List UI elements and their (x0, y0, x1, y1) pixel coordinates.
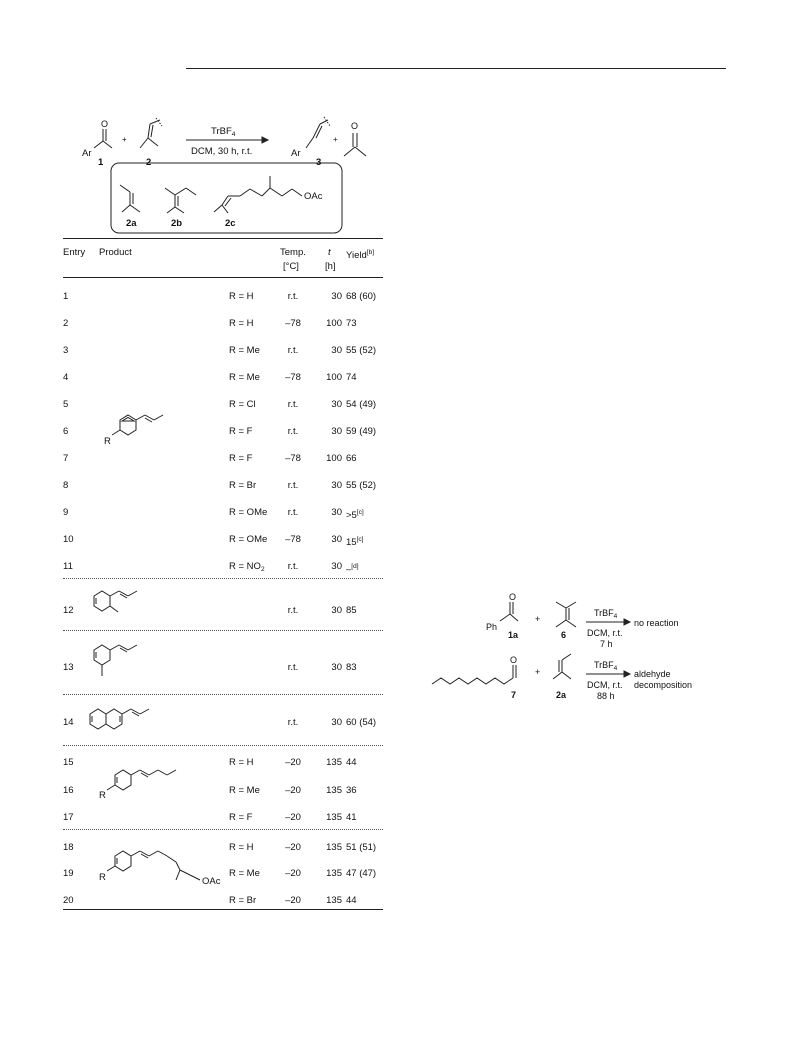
side-plus-2: + (535, 667, 541, 677)
box-label-2c: 2c (225, 218, 236, 229)
side-reagent-1: TrBF$_4$ (594, 608, 618, 620)
box-oac: OAc (304, 191, 323, 202)
table-cell-r: R = H (229, 757, 254, 768)
table-cell-yield: 54 (49) (346, 399, 377, 410)
structure-r-2: R (99, 790, 106, 801)
table-cell-r: R = Me (229, 785, 260, 796)
table-cell-r: R = Me (229, 868, 260, 879)
table-cell-temp: r.t. (287, 291, 299, 302)
table-cell-entry: 17 (63, 812, 74, 823)
table-cell-yield: 73 (346, 318, 357, 329)
table-cell-time: 30 (331, 480, 342, 491)
group-separator-2 (63, 630, 383, 631)
box-label-2a: 2a (126, 218, 137, 229)
table-cell-temp: r.t. (287, 717, 299, 728)
group-separator-5 (63, 829, 383, 830)
scheme-ar-left: Ar (82, 148, 92, 159)
table-cell-r: R = Me (229, 345, 260, 356)
table-cell-r: R = H (229, 318, 254, 329)
table-cell-temp: –20 (285, 895, 301, 906)
table-cell-temp: r.t. (287, 426, 299, 437)
structure-r-1: R (104, 436, 111, 447)
table-cell-r: R = F (229, 453, 253, 464)
table-cell-entry: 8 (63, 480, 69, 491)
table-cell-temp: –20 (285, 868, 301, 879)
table-cell-temp: –20 (285, 812, 301, 823)
table-cell-yield: 44 (346, 757, 357, 768)
side-label-2a: 2a (556, 690, 567, 700)
table-cell-entry: 7 (63, 453, 69, 464)
table-cell-entry: 6 (63, 426, 69, 437)
table-cell-temp: –20 (285, 842, 301, 853)
table-cell-yield: 36 (346, 785, 357, 796)
table-cell-temp: –20 (285, 785, 301, 796)
group-separator-4 (63, 745, 383, 746)
table-cell-temp: r.t. (287, 561, 299, 572)
header-temp-unit: [°C] (283, 261, 299, 272)
table-cell-entry: 11 (63, 561, 73, 572)
table-cell-r: R = Br (229, 895, 257, 906)
scheme-plus-1: + (122, 135, 127, 144)
side-label-7: 7 (511, 690, 517, 700)
side-result-2a: aldehyde (634, 669, 671, 679)
table-cell-temp: r.t. (287, 399, 299, 410)
side-cond-1b: 7 h (600, 639, 613, 649)
scheme-o-1: O (101, 119, 109, 129)
header-product: Product (99, 247, 132, 258)
table-cell-time: 30 (331, 345, 342, 356)
table-cell-entry: 19 (63, 868, 74, 879)
table-cell-r: R = H (229, 291, 254, 302)
table-cell-r: R = OMe (229, 507, 268, 518)
table-cell-yield: >5[c] (346, 509, 364, 521)
side-result-1: no reaction (634, 618, 679, 628)
table-cell-r: R = F (229, 812, 253, 823)
table-cell-time: 135 (326, 812, 342, 823)
table-cell-r: R = OMe (229, 534, 268, 545)
table-cell-yield: 83 (346, 662, 357, 673)
header-t: t (328, 247, 331, 258)
structure-oac: OAc (202, 876, 221, 887)
aryl-citronellyl-structure (107, 851, 200, 880)
alkene-2-structure (140, 118, 162, 148)
table-cell-entry: 15 (63, 757, 74, 768)
table-cell-entry: 9 (63, 507, 69, 518)
scheme-o-acetone: O (351, 121, 359, 131)
table-cell-temp: –20 (285, 757, 301, 768)
side-cond-2a: DCM, r.t. (587, 680, 623, 690)
table-cell-r: R = Br (229, 480, 257, 491)
acetone-structure (344, 133, 366, 156)
table-cell-r: R = Cl (229, 399, 256, 410)
group-separator-3 (63, 694, 383, 695)
table-cell-yield: –[d] (346, 563, 359, 575)
table-cell-temp: –78 (285, 453, 301, 464)
table-cell-temp: r.t. (287, 480, 299, 491)
table-cell-time: 30 (331, 662, 342, 673)
table-cell-entry: 20 (63, 895, 74, 906)
scheme-plus-2: + (333, 135, 338, 144)
side-o-2: O (510, 655, 518, 665)
table-cell-yield: 44 (346, 895, 357, 906)
table-cell-entry: 5 (63, 399, 69, 410)
table-cell-time: 30 (331, 534, 342, 545)
alkene-2b-structure (165, 188, 196, 213)
table-cell-entry: 16 (63, 785, 74, 796)
table-cell-entry: 12 (63, 605, 74, 616)
table-cell-entry: 2 (63, 318, 69, 329)
table-cell-time: 135 (326, 868, 342, 879)
aldehyde-1-structure (94, 129, 112, 148)
table-cell-temp: r.t. (287, 662, 299, 673)
table-cell-yield: 66 (346, 453, 357, 464)
table-cell-yield: 51 (51) (346, 842, 377, 853)
table-cell-time: 100 (326, 453, 342, 464)
table-cell-yield: 41 (346, 812, 357, 823)
scheme-conditions: DCM, 30 h, r.t. (191, 146, 253, 157)
table-cell-time: 30 (331, 291, 342, 302)
header-entry: Entry (63, 247, 86, 258)
scheme-label-1: 1 (98, 157, 104, 168)
table-cell-time: 30 (331, 426, 342, 437)
table-cell-temp: –78 (285, 534, 301, 545)
table-cell-yield: 60 (54) (346, 717, 377, 728)
naphthyl-structure (90, 709, 149, 729)
table-cell-entry: 3 (63, 345, 69, 356)
box-label-2b: 2b (171, 218, 183, 229)
table-cell-entry: 10 (63, 534, 74, 545)
table-cell-time: 135 (326, 785, 342, 796)
side-plus-1: + (535, 614, 541, 624)
table-cell-temp: r.t. (287, 507, 299, 518)
scheme-ar-right: Ar (291, 148, 301, 159)
table-cell-yield: 68 (60) (346, 291, 377, 302)
table-cell-time: 135 (326, 842, 342, 853)
table-cell-time: 30 (331, 507, 342, 518)
table-cell-entry: 4 (63, 372, 69, 383)
group-separator-1 (63, 578, 383, 579)
table-cell-yield: 55 (52) (346, 345, 377, 356)
table-bottom-rule (63, 909, 383, 910)
table-cell-temp: –78 (285, 318, 301, 329)
table-cell-temp: r.t. (287, 345, 299, 356)
table-cell-entry: 14 (63, 717, 74, 728)
scheme-label-2: 2 (146, 157, 152, 168)
table-cell-r: R = F (229, 426, 253, 437)
table-cell-r: R = Me (229, 372, 260, 383)
header-rule (63, 277, 383, 278)
header-temp: Temp. (280, 247, 306, 258)
structure-r-3: R (99, 872, 106, 883)
side-reagent-2: TrBF$_4$ (594, 660, 618, 672)
octanal-structure (432, 665, 516, 684)
aryl-pentenyl-structure (107, 770, 176, 790)
table-top-rule (63, 238, 383, 239)
benzaldehyde-structure (500, 602, 518, 621)
table-cell-time: 100 (326, 372, 342, 383)
side-result-2b: decomposition (634, 680, 693, 690)
side-label-1a: 1a (508, 630, 519, 640)
table-cell-entry: 18 (63, 842, 74, 853)
alkene-2a-side-structure (553, 654, 571, 679)
table-cell-yield: 59 (49) (346, 426, 377, 437)
table-cell-yield: 55 (52) (346, 480, 377, 491)
table-cell-time: 100 (326, 318, 342, 329)
side-ph: Ph (486, 622, 498, 632)
table-cell-time: 30 (331, 605, 342, 616)
side-cond-2b: 88 h (597, 691, 615, 701)
aryl-propenyl-structure (112, 415, 163, 435)
side-cond-1a: DCM, r.t. (587, 628, 623, 638)
table-cell-time: 30 (331, 399, 342, 410)
table-cell-yield: 74 (346, 372, 357, 383)
scheme-reagent: TrBF$_4$ (211, 126, 236, 138)
table-cell-entry: 1 (63, 291, 69, 302)
table-cell-time: 135 (326, 757, 342, 768)
product-3-structure (306, 117, 330, 148)
table-cell-temp: r.t. (287, 605, 299, 616)
header-yield: Yield[b] (346, 249, 375, 261)
table-cell-time: 30 (331, 561, 342, 572)
table-cell-r: R = H (229, 842, 254, 853)
table-cell-time: 135 (326, 895, 342, 906)
meta-methyl-structure (94, 645, 137, 676)
alkene-2c-structure (214, 176, 302, 213)
scheme-label-3: 3 (316, 157, 322, 168)
table-cell-yield: 47 (47) (346, 868, 377, 879)
tetramethylethylene-structure (556, 602, 576, 627)
table-cell-entry: 13 (63, 662, 74, 673)
table-cell-temp: –78 (285, 372, 301, 383)
side-o-1: O (509, 592, 517, 602)
table-cell-yield: 15[c] (346, 536, 364, 548)
table-cell-yield: 85 (346, 605, 357, 616)
table-cell-time: 30 (331, 717, 342, 728)
table-cell-r: $R = NO_2$ (229, 561, 265, 573)
ortho-methyl-structure (94, 591, 137, 612)
side-label-6: 6 (561, 630, 567, 640)
alkene-2a-structure (120, 185, 140, 212)
header-t-unit: [h] (325, 261, 336, 272)
